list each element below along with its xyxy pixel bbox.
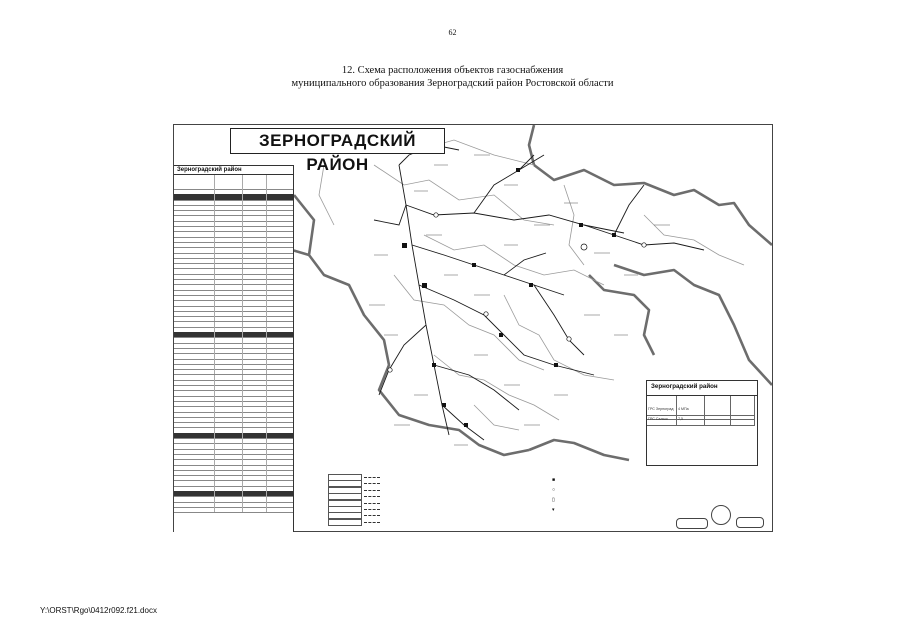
document-title-line-1: 12. Схема расположения объектов газоснабжения xyxy=(341,65,564,76)
summary-cell: 4 МПа xyxy=(677,406,705,416)
station-icon xyxy=(442,403,446,407)
circle-icon: ○ xyxy=(552,487,556,493)
company-logo-left xyxy=(676,518,708,529)
legend-symbol-row xyxy=(552,476,662,486)
map-legend-symbols xyxy=(552,476,662,516)
legend-symbol-row xyxy=(552,496,662,506)
legend-line-sample xyxy=(364,509,380,510)
station-icon xyxy=(554,363,558,367)
legend-symbol-row xyxy=(552,506,662,516)
legend-line-sample xyxy=(364,477,380,478)
side-table-cell-divider xyxy=(242,175,243,189)
boundary-east xyxy=(614,265,772,385)
side-table-row xyxy=(174,507,293,513)
station-icon xyxy=(432,363,436,367)
legend-line-sample xyxy=(364,490,380,491)
summary-cell xyxy=(705,416,731,426)
gas-supply-map xyxy=(173,124,773,532)
boundary-south xyxy=(529,440,629,460)
station-icon xyxy=(529,283,533,287)
station-side-table xyxy=(174,165,294,532)
cylinder-icon: ▯ xyxy=(552,497,555,503)
side-table-cell-divider xyxy=(242,507,243,512)
boundary-north xyxy=(534,165,772,245)
valve-icon xyxy=(388,368,392,372)
station-icon xyxy=(402,243,407,248)
side-table-cell-divider xyxy=(214,507,215,512)
legend-line-sample xyxy=(364,522,380,523)
legend-row xyxy=(324,519,634,525)
summary-cell: 7,5 xyxy=(677,416,705,426)
station-markers xyxy=(402,168,616,427)
side-table-title: Зерноградский район xyxy=(174,166,293,175)
station-icon xyxy=(612,233,616,237)
legend-line-sample xyxy=(364,503,380,504)
summary-cell xyxy=(705,406,731,416)
side-table-cell-divider xyxy=(266,507,267,512)
summary-cell: ГРС Сальск xyxy=(647,416,677,426)
station-icon xyxy=(472,263,476,267)
summary-table xyxy=(646,380,758,466)
triangle-icon: ▾ xyxy=(552,507,555,513)
filled-square-icon: ■ xyxy=(552,477,556,483)
legend-line-sample xyxy=(364,496,380,497)
side-table-cell-divider xyxy=(266,175,267,189)
side-table-row xyxy=(174,175,293,190)
station-icon xyxy=(516,168,520,172)
document-title xyxy=(0,64,905,90)
summary-cell xyxy=(731,416,755,426)
page-number: 62 xyxy=(448,28,457,37)
valve-icon xyxy=(567,337,571,341)
side-table-cell-divider xyxy=(214,175,215,189)
valve-icon xyxy=(484,312,488,316)
district-banner: ЗЕРНОГРАДСКИЙ РАЙОН xyxy=(230,128,445,154)
document-title-line-2: муниципального образования Зерноградский район Ростовской области xyxy=(291,78,614,89)
station-icon xyxy=(499,333,503,337)
company-logo-right xyxy=(736,517,764,528)
valve-icon xyxy=(434,213,438,217)
summary-cell xyxy=(731,406,755,416)
legend-symbol-row xyxy=(552,486,662,496)
station-icon xyxy=(579,223,583,227)
summary-cell: ГРС Зерноград xyxy=(647,406,677,416)
station-icon xyxy=(464,423,468,427)
summary-table-title: Зерноградский район xyxy=(647,381,757,396)
summary-table-grid xyxy=(647,396,757,426)
company-logo-emblem xyxy=(711,505,731,525)
station-icon xyxy=(422,283,427,288)
valve-icon xyxy=(642,243,646,247)
valve-icon xyxy=(581,244,587,250)
legend-line-sample xyxy=(364,483,380,484)
footer-file-path: Y:\ORST\Rgo\0412r092.f21.docx xyxy=(40,606,157,615)
legend-line-sample xyxy=(364,515,380,516)
legend-sample-box xyxy=(328,519,362,526)
side-table-rows xyxy=(174,175,293,515)
